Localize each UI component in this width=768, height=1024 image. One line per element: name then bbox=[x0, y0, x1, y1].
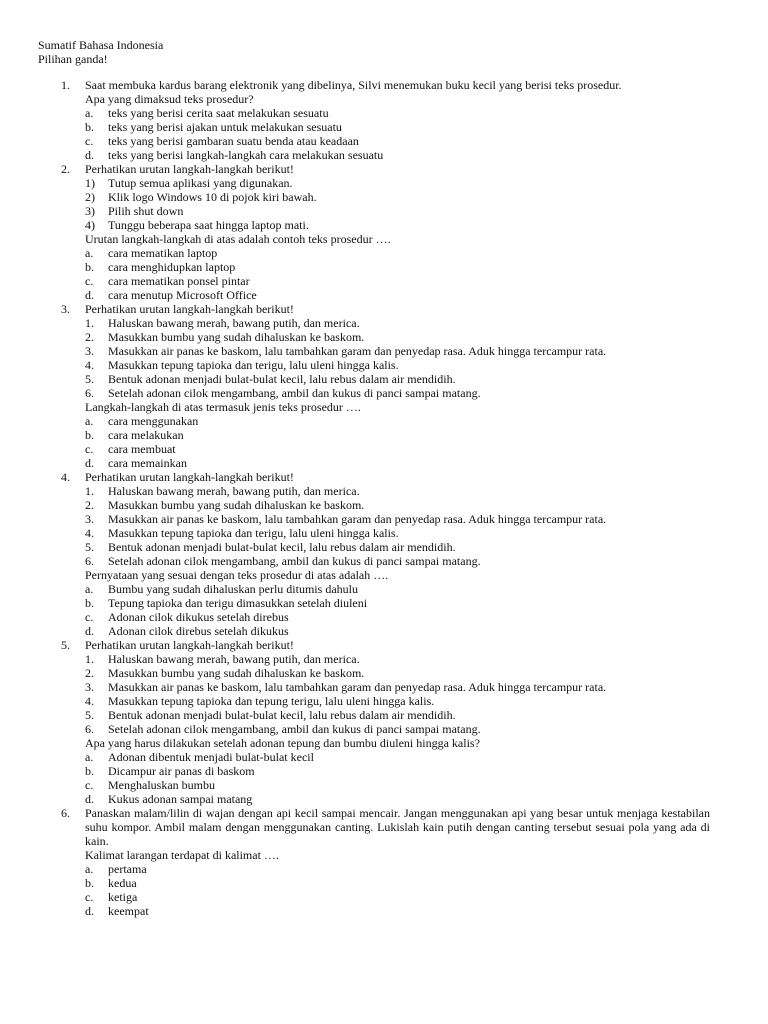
option-text: cara menghidupkan laptop bbox=[108, 260, 236, 274]
option-letter: c. bbox=[85, 442, 94, 456]
option-letter: a. bbox=[85, 246, 94, 260]
question-item bbox=[38, 302, 710, 470]
question-text: Kalimat larangan terdapat di kalimat …. bbox=[85, 848, 279, 862]
step-item bbox=[85, 218, 710, 232]
step-text: Setelah adonan cilok mengambang, ambil dan kukus di panci sampai matang. bbox=[108, 386, 481, 400]
step-item bbox=[85, 680, 710, 694]
option-text: cara melakukan bbox=[108, 428, 184, 442]
option-letter: d. bbox=[85, 792, 94, 806]
step-item bbox=[85, 666, 710, 680]
option-letter: d. bbox=[85, 288, 94, 302]
answer-option bbox=[85, 414, 710, 428]
step-item bbox=[85, 372, 710, 386]
option-text: cara mematikan ponsel pintar bbox=[108, 274, 250, 288]
question-item bbox=[38, 638, 710, 806]
step-item bbox=[85, 176, 710, 190]
step-number: 5. bbox=[85, 372, 94, 386]
question-prompt: Perhatikan urutan langkah-langkah berikut! bbox=[85, 470, 294, 484]
step-text: Pilih shut down bbox=[108, 204, 184, 218]
step-text: Masukkan air panas ke baskom, lalu tambahkan garam dan penyedap rasa. Aduk hingga tercampur rata. bbox=[108, 680, 607, 694]
option-text: Kukus adonan sampai matang bbox=[108, 792, 253, 806]
document-instruction: Pilihan ganda! bbox=[38, 52, 108, 66]
step-text: Tutup semua aplikasi yang digunakan. bbox=[108, 176, 293, 190]
step-item bbox=[85, 316, 710, 330]
step-item bbox=[85, 330, 710, 344]
option-letter: b. bbox=[85, 764, 94, 778]
step-item bbox=[85, 512, 710, 526]
step-number: 2. bbox=[85, 330, 94, 344]
step-number: 5. bbox=[85, 540, 94, 554]
step-text: Klik logo Windows 10 di pojok kiri bawah. bbox=[108, 190, 317, 204]
option-letter: a. bbox=[85, 862, 94, 876]
option-letter: a. bbox=[85, 750, 94, 764]
step-number: 2) bbox=[85, 190, 95, 204]
option-letter: a. bbox=[85, 414, 94, 428]
step-number: 6. bbox=[85, 554, 94, 568]
answer-option bbox=[85, 106, 710, 120]
step-item bbox=[85, 386, 710, 400]
question-item bbox=[38, 78, 710, 162]
question-text: Pernyataan yang sesuai dengan teks prosedur di atas adalah …. bbox=[85, 568, 389, 582]
step-item bbox=[85, 652, 710, 666]
step-number: 3. bbox=[85, 680, 94, 694]
answer-option bbox=[85, 582, 710, 596]
step-item bbox=[85, 708, 710, 722]
question-number: 6. bbox=[61, 806, 70, 820]
option-text: teks yang berisi gambaran suatu benda atau keadaan bbox=[108, 134, 359, 148]
option-text: kedua bbox=[108, 876, 137, 890]
answer-option bbox=[85, 260, 710, 274]
step-item bbox=[85, 498, 710, 512]
step-text: Masukkan air panas ke baskom, lalu tambahkan garam dan penyedap rasa. Aduk hingga tercampur rata. bbox=[108, 344, 607, 358]
option-letter: b. bbox=[85, 596, 94, 610]
question-item bbox=[38, 162, 710, 302]
step-item bbox=[85, 554, 710, 568]
option-text: Dicampur air panas di baskom bbox=[108, 764, 255, 778]
step-number: 1. bbox=[85, 316, 94, 330]
question-text: Urutan langkah-langkah di atas adalah contoh teks prosedur …. bbox=[85, 232, 391, 246]
step-text: Bentuk adonan menjadi bulat-bulat kecil, lalu rebus dalam air mendidih. bbox=[108, 540, 456, 554]
step-number: 6. bbox=[85, 386, 94, 400]
step-text: Setelah adonan cilok mengambang, ambil dan kukus di panci sampai matang. bbox=[108, 722, 481, 736]
answer-option bbox=[85, 456, 710, 470]
step-number: 4. bbox=[85, 526, 94, 540]
question-prompt: Apa yang dimaksud teks prosedur? bbox=[85, 92, 254, 106]
answer-option bbox=[85, 778, 710, 792]
option-letter: c. bbox=[85, 890, 94, 904]
option-letter: c. bbox=[85, 134, 94, 148]
step-text: Masukkan tepung tapioka dan tepung terigu, lalu uleni hingga kalis. bbox=[108, 694, 435, 708]
answer-option bbox=[85, 764, 710, 778]
answer-option bbox=[85, 148, 710, 162]
step-number: 1) bbox=[85, 176, 95, 190]
step-number: 6. bbox=[85, 722, 94, 736]
answer-option bbox=[85, 120, 710, 134]
step-item bbox=[85, 204, 710, 218]
step-number: 5. bbox=[85, 708, 94, 722]
step-text: Haluskan bawang merah, bawang putih, dan merica. bbox=[108, 652, 360, 666]
option-text: Bumbu yang sudah dihaluskan perlu ditumis dahulu bbox=[108, 582, 358, 596]
question-prompt: Panaskan malam/lilin di wajan dengan api kecil sampai mencair. Jangan menggunakan api yang besar untuk menjaga kestabilan suhu kompor. Ambil malam dengan menggunakan canting. Lukislah kain putih dengan canting tersebut sesuai pola yang ada di kain. bbox=[85, 806, 710, 848]
answer-option bbox=[85, 134, 710, 148]
document-title: Sumatif Bahasa Indonesia bbox=[38, 38, 164, 52]
answer-option bbox=[85, 596, 710, 610]
step-text: Masukkan tepung tapioka dan terigu, lalu uleni hingga kalis. bbox=[108, 526, 399, 540]
question-prompt: Perhatikan urutan langkah-langkah berikut! bbox=[85, 162, 294, 176]
step-text: Masukkan bumbu yang sudah dihaluskan ke baskom. bbox=[108, 666, 365, 680]
option-text: cara menggunakan bbox=[108, 414, 199, 428]
step-text: Masukkan bumbu yang sudah dihaluskan ke baskom. bbox=[108, 330, 365, 344]
option-text: Adonan dibentuk menjadi bulat-bulat kecil bbox=[108, 750, 314, 764]
question-item bbox=[38, 470, 710, 638]
question-prompt: Saat membuka kardus barang elektronik yang dibelinya, Silvi menemukan buku kecil yang berisi teks prosedur. bbox=[85, 78, 622, 92]
option-text: ketiga bbox=[108, 890, 138, 904]
answer-option bbox=[85, 876, 710, 890]
question-number: 3. bbox=[61, 302, 70, 316]
option-text: teks yang berisi cerita saat melakukan sesuatu bbox=[108, 106, 329, 120]
answer-option bbox=[85, 624, 710, 638]
option-text: cara memainkan bbox=[108, 456, 187, 470]
step-number: 1. bbox=[85, 652, 94, 666]
step-item bbox=[85, 358, 710, 372]
option-letter: b. bbox=[85, 876, 94, 890]
step-number: 2. bbox=[85, 498, 94, 512]
option-letter: a. bbox=[85, 106, 94, 120]
step-number: 3) bbox=[85, 204, 95, 218]
step-item bbox=[85, 526, 710, 540]
option-letter: a. bbox=[85, 582, 94, 596]
step-number: 4. bbox=[85, 358, 94, 372]
step-number: 4) bbox=[85, 218, 95, 232]
option-text: teks yang berisi ajakan untuk melakukan sesuatu bbox=[108, 120, 342, 134]
option-letter: c. bbox=[85, 610, 94, 624]
step-number: 3. bbox=[85, 344, 94, 358]
step-text: Bentuk adonan menjadi bulat-bulat kecil, lalu rebus dalam air mendidih. bbox=[108, 372, 456, 386]
step-item bbox=[85, 484, 710, 498]
step-number: 4. bbox=[85, 694, 94, 708]
step-text: Haluskan bawang merah, bawang putih, dan merica. bbox=[108, 484, 360, 498]
step-text: Bentuk adonan menjadi bulat-bulat kecil, lalu rebus dalam air mendidih. bbox=[108, 708, 456, 722]
option-letter: d. bbox=[85, 624, 94, 638]
step-text: Setelah adonan cilok mengambang, ambil dan kukus di panci sampai matang. bbox=[108, 554, 481, 568]
question-number: 4. bbox=[61, 470, 70, 484]
option-letter: b. bbox=[85, 120, 94, 134]
option-text: cara menutup Microsoft Office bbox=[108, 288, 257, 302]
option-text: Tepung tapioka dan terigu dimasukkan setelah diuleni bbox=[108, 596, 368, 610]
question-number: 2. bbox=[61, 162, 70, 176]
question-text: Langkah-langkah di atas termasuk jenis teks prosedur …. bbox=[85, 400, 361, 414]
answer-option bbox=[85, 288, 710, 302]
question-list bbox=[38, 78, 710, 918]
answer-option bbox=[85, 442, 710, 456]
option-text: keempat bbox=[108, 904, 149, 918]
question-prompt: Perhatikan urutan langkah-langkah berikut! bbox=[85, 302, 294, 316]
answer-option bbox=[85, 274, 710, 288]
question-prompt: Perhatikan urutan langkah-langkah berikut! bbox=[85, 638, 294, 652]
question-item bbox=[38, 806, 710, 918]
step-number: 1. bbox=[85, 484, 94, 498]
option-text: Adonan cilok dikukus setelah direbus bbox=[108, 610, 289, 624]
step-item bbox=[85, 190, 710, 204]
option-letter: b. bbox=[85, 428, 94, 442]
option-letter: c. bbox=[85, 274, 94, 288]
step-text: Masukkan bumbu yang sudah dihaluskan ke baskom. bbox=[108, 498, 365, 512]
option-letter: c. bbox=[85, 778, 94, 792]
option-text: cara mematikan laptop bbox=[108, 246, 218, 260]
step-number: 2. bbox=[85, 666, 94, 680]
question-number: 1. bbox=[61, 78, 70, 92]
option-text: teks yang berisi langkah-langkah cara melakukan sesuatu bbox=[108, 148, 384, 162]
step-text: Masukkan air panas ke baskom, lalu tambahkan garam dan penyedap rasa. Aduk hingga tercampur rata. bbox=[108, 512, 607, 526]
option-letter: d. bbox=[85, 904, 94, 918]
answer-option bbox=[85, 862, 710, 876]
step-text: Masukkan tepung tapioka dan terigu, lalu uleni hingga kalis. bbox=[108, 358, 399, 372]
answer-option bbox=[85, 792, 710, 806]
option-letter: d. bbox=[85, 456, 94, 470]
option-letter: d. bbox=[85, 148, 94, 162]
step-text: Tunggu beberapa saat hingga laptop mati. bbox=[108, 218, 309, 232]
answer-option bbox=[85, 890, 710, 904]
step-item bbox=[85, 722, 710, 736]
answer-option bbox=[85, 428, 710, 442]
step-item bbox=[85, 694, 710, 708]
question-text: Apa yang harus dilakukan setelah adonan tepung dan bumbu diuleni hingga kalis? bbox=[85, 736, 480, 750]
question-number: 5. bbox=[61, 638, 70, 652]
answer-option bbox=[85, 610, 710, 624]
answer-option bbox=[85, 750, 710, 764]
option-text: cara membuat bbox=[108, 442, 176, 456]
option-text: Menghaluskan bumbu bbox=[108, 778, 215, 792]
step-number: 3. bbox=[85, 512, 94, 526]
option-text: pertama bbox=[108, 862, 147, 876]
answer-option bbox=[85, 246, 710, 260]
step-item bbox=[85, 540, 710, 554]
option-letter: b. bbox=[85, 260, 94, 274]
step-item bbox=[85, 344, 710, 358]
step-text: Haluskan bawang merah, bawang putih, dan merica. bbox=[108, 316, 360, 330]
answer-option bbox=[85, 904, 710, 918]
option-text: Adonan cilok direbus setelah dikukus bbox=[108, 624, 289, 638]
